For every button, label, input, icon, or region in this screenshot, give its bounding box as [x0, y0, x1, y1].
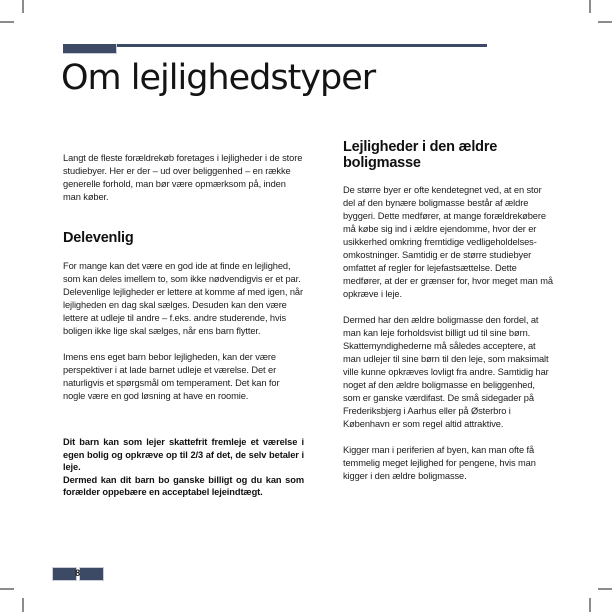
section-heading-delevenlig: Delevenlig	[63, 230, 134, 246]
title-rule-thick-segment	[63, 44, 117, 54]
right-column	[343, 139, 553, 496]
body-paragraph: Kigger man i periferien af byen, kan man ofte få temmelig meget lejlighed for pengene, hvis man kigger i den ældre boligmasse.	[343, 445, 536, 481]
body-paragraph: Dermed har den ældre boligmasse den fordel, at man kan leje forholdsvist billigt ud til sine børn. Skattemyndighederne må således acceptere, at man udlejer til sine børn til den leje, som maksimalt ville kunne opkræves lovligt fra andre. Samtidig har noget af den ældre boligmasse en beliggenhed, som er ganske værdifast. De små sidegader på Frederiksbjerg i Aarhus eller på Østerbro i København er som regel altid attraktive.	[343, 315, 549, 429]
page-footer	[52, 566, 104, 581]
footer-box-left	[52, 567, 77, 581]
crop-mark-top-right-vertical	[589, 0, 591, 13]
crop-mark-top-left-horizontal	[0, 21, 14, 23]
crop-mark-bottom-left-horizontal	[0, 588, 14, 590]
note-paragraph: Dermed kan dit barn bo ganske billigt og du kan som forælder oppebære en acceptabel lejeindtægt.	[63, 474, 304, 497]
crop-mark-bottom-right-horizontal	[598, 588, 612, 590]
body-paragraph: For mange kan det være en god ide at finde en lejlighed, som kan deles imellem to, som ikke nødvendigvis er et par. Delevenlige lejligheder er lettere at komme af med igen, når lejligheden en dag skal sælges. Desuden kan den være lettere at udleje til andre – f.eks. andre studerende, hvis boligen ikke lige skal sælges, når ens barn flytter.	[63, 261, 303, 336]
section-heading-aeldre-boligmasse: Lejligheder i den ældre boligmasse	[343, 139, 498, 171]
page-number: 8	[75, 568, 81, 579]
body-paragraph: Imens ens eget barn bebor lejligheden, kan der være perspektiver i at lade barnet udleje et værelse. Det er naturligvis et spørgsmål om temperament. Det kan for nogle være en god løsning at have en roomie.	[63, 352, 280, 401]
footer-box-right	[79, 567, 104, 581]
crop-mark-bottom-right-vertical	[589, 598, 591, 612]
intro-paragraph: Langt de fleste forældrekøb foretages i lejligheder i de store studiebyer. Her er der – ud over beliggenhed – en række generelle forhold, man bør være opmærksom på, inden man køber.	[63, 153, 303, 202]
left-column	[63, 152, 304, 499]
title-rule	[63, 44, 487, 53]
note-paragraph: Dit barn kan som lejer skattefrit fremleje et værelse i egen bolig og opkræve op til 2/3 af det, de selv betaler i leje.	[63, 437, 304, 472]
crop-mark-bottom-left-vertical	[22, 598, 24, 612]
crop-mark-top-right-horizontal	[598, 21, 612, 23]
body-paragraph: De større byer er ofte kendetegnet ved, at en stor del af den bynære boligmasse består af ældre byggeri. Dette medfører, at mange forældrekøbere må købe sig ind i ældre ejendomme, hvor der er usikkerhed omkring fremtidige vedligeholdelses-omkostninger. Samtidig er de større studiebyer omfattet af regler for lejefastsættelse. Dette medfører, at der er grænser for, hvor meget man må opkræve i leje.	[343, 185, 553, 299]
crop-mark-top-left-vertical	[22, 0, 24, 13]
tip-note-block	[63, 436, 304, 499]
page-title: Om lejlighedstyper	[61, 58, 376, 98]
